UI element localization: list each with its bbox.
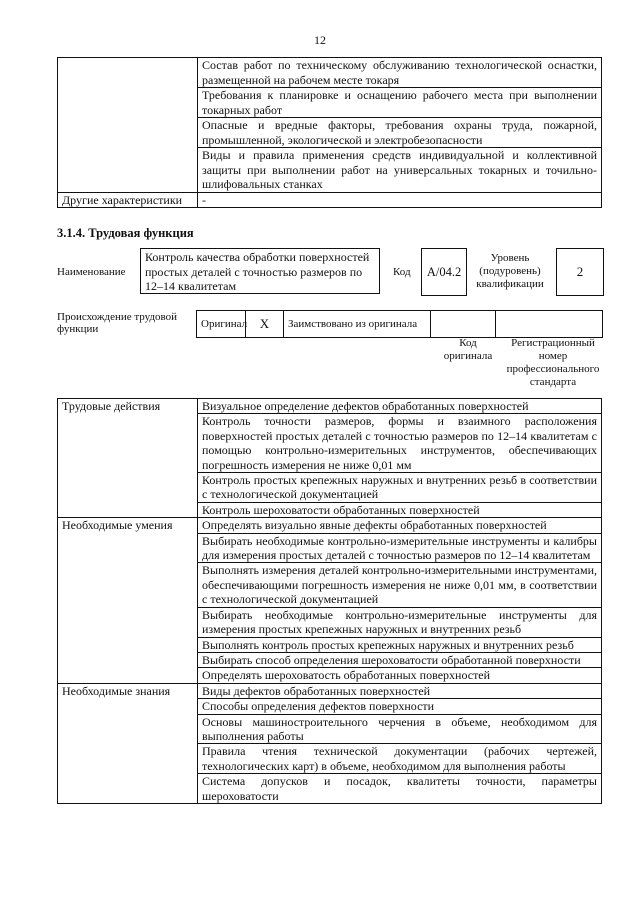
table-cell: Виды и правила применения средств индивидуальной и коллективной защиты при выполнении работ на универсальных токарных и точильно-шлифовальных станках [198,148,602,193]
other-characteristics-label: Другие характеристики [58,192,198,208]
qualification-level: 2 [556,248,604,296]
table-cell: Определять шероховатость обработанных поверхностей [198,668,602,683]
name-label: Наименование [57,266,126,278]
reg-number-cell [496,311,602,337]
page-number: 12 [314,33,326,47]
table-row [58,518,602,533]
original-label: Оригинал [197,311,246,337]
table-cell: Выбирать необходимые контрольно-измерительные инструменты и калибры для измерения простых деталей с точностью размеров по 12–14 квалитетам [198,533,602,563]
empty-label-cell [58,58,198,193]
characteristics-table [57,57,602,208]
qualification-level-label: Уровень (подуровень) квалификации [476,252,544,290]
table-row [58,399,602,414]
table-cell: Контроль простых крепежных наружных и внутренних резьб в соответствии с технологической документацией [198,473,602,503]
table-cell: Система допусков и посадок, квалитеты точности, параметры шероховатости [198,774,602,804]
table-row [58,192,602,208]
table-cell: Состав работ по техническому обслуживанию технологической оснастки, размещенной на рабочем месте токаря [198,58,602,88]
table-cell: Контроль шероховатости обработанных поверхностей [198,502,602,517]
table-cell: Контроль точности размеров, формы и взаимного расположения поверхностей простых деталей с точностью размеров по 12–14 квалитетам с помощью контрольно-измерительных инструментов, обеспечивающих погрешность измерения не ниже 0,01 мм [198,414,602,473]
table-cell: Выбирать способ определения шероховатости обработанной поверхности [198,652,602,667]
origin-code-caption: Код оригинала [443,337,493,362]
table-cell: Способы определения дефектов поверхности [198,699,602,714]
origin-row [196,310,603,338]
section-title: 3.1.4. Трудовая функция [57,226,194,240]
table-row [58,58,602,88]
table-cell: Правила чтения технической документации (рабочих чертежей, технологических карт) в объеме, необходимом для выполнения работы [198,744,602,774]
borrowed-label: Заимствовано из оригинала [284,311,431,337]
table-cell: Требования к планировке и оснащению рабочего места при выполнении токарных работ [198,88,602,118]
original-mark: X [246,311,284,337]
function-name: Контроль качества обработки поверхностей простых деталей с точностью размеров по 12–14 квалитетам [140,248,380,294]
table-cell: Определять визуально явные дефекты обработанных поверхностей [198,518,602,533]
other-characteristics-value: - [198,192,602,208]
table-cell: Выбирать необходимые контрольно-измерительные инструменты для измерения простых крепежных наружных и внутренних резьб [198,607,602,637]
section-label: Трудовые действия [58,399,198,518]
table-cell: Выполнять контроль простых крепежных наружных и внутренних резьб [198,637,602,652]
table-cell: Виды дефектов обработанных поверхностей [198,683,602,698]
table-cell: Визуальное определение дефектов обработанных поверхностей [198,399,602,414]
reg-number-caption: Регистрационный номер профессионального стандарта [506,337,600,388]
section-label: Необходимые умения [58,518,198,683]
section-label: Необходимые знания [58,683,198,803]
function-details-table [57,398,602,804]
table-cell: Выполнять измерения деталей контрольно-измерительными инструментами, обеспечивающими погрешность измерения не ниже 0,01 мм, в соответствии с технологической документацией [198,563,602,607]
table-cell: Основы машиностроительного черчения в объеме, необходимом для выполнения работы [198,714,602,744]
table-cell: Опасные и вредные факторы, требования охраны труда, пожарной, промышленной, экологической и электробезопасности [198,118,602,148]
origin-label: Происхождение трудовой функции [57,311,178,335]
table-row [58,683,602,698]
code-label: Код [393,266,411,278]
origin-code-cell [431,311,496,337]
function-code: А/04.2 [421,248,467,296]
